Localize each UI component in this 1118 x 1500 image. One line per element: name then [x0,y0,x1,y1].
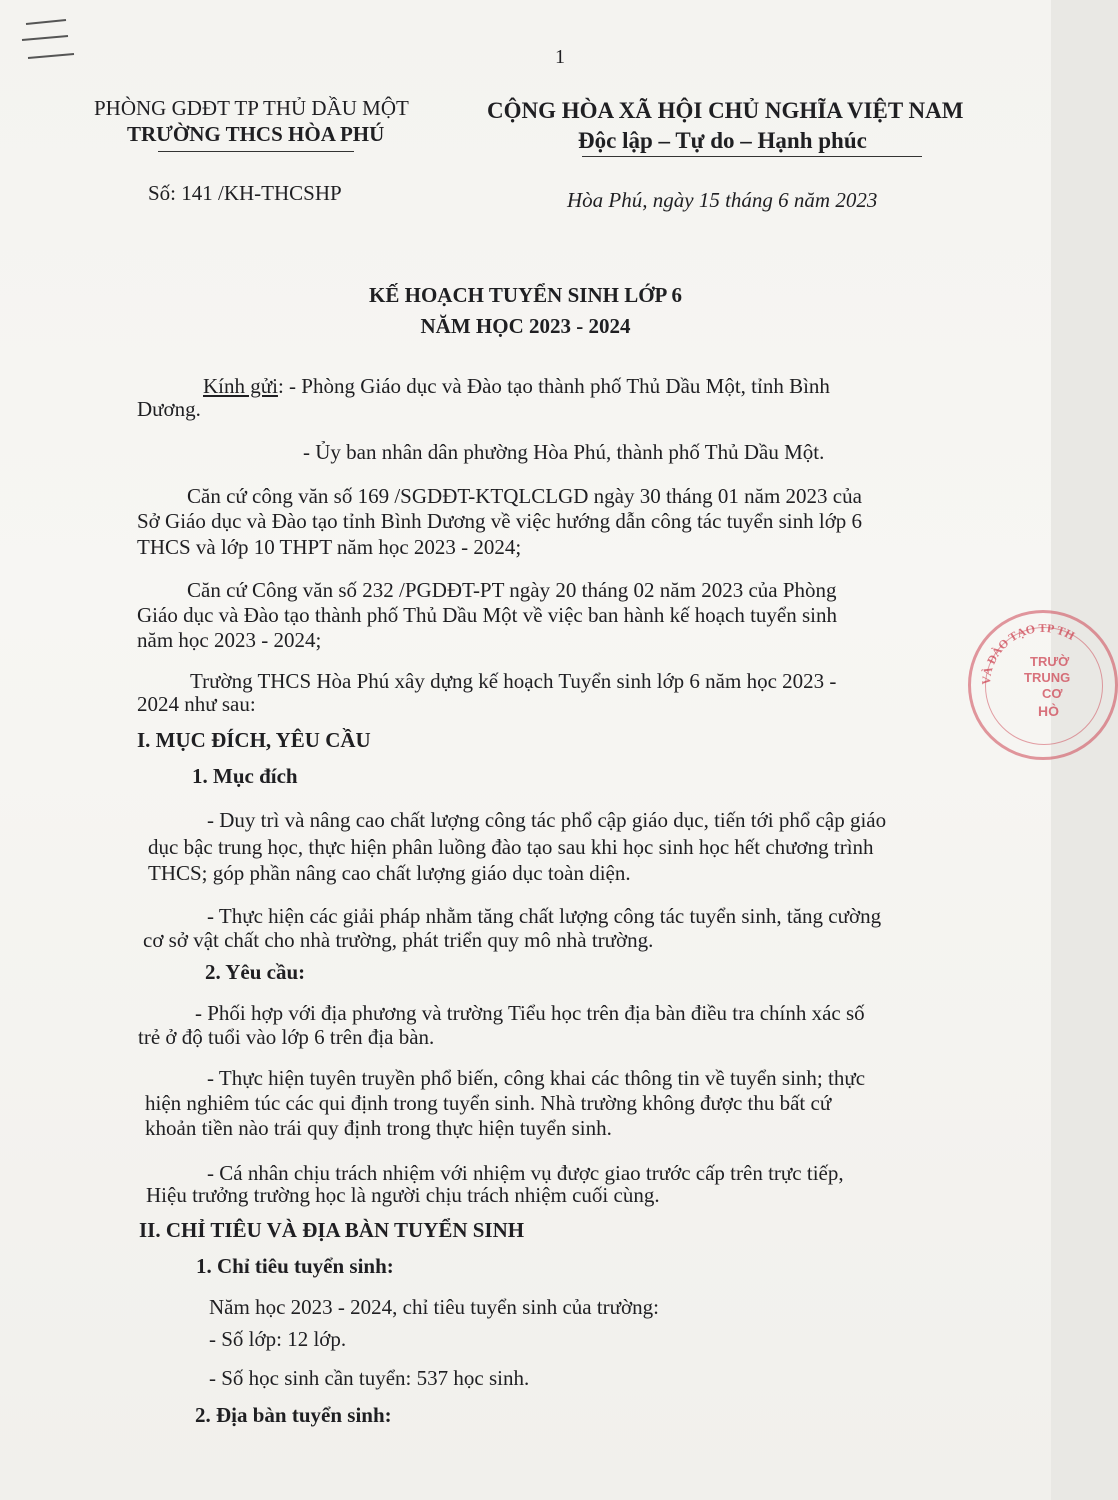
basis-1-line-3: THCS và lớp 10 THPT năm học 2023 - 2024; [137,535,522,559]
recipient-line-1: Kính gửi: - Phòng Giáo dục và Đào tạo thành phố Thủ Dầu Một, tỉnh Bình [203,374,830,398]
section-1-2-heading: 2. Yêu cầu: [205,960,306,984]
requirement-1-line-1: - Phối hợp với địa phương và trường Tiểu học trên địa bàn điều tra chính xác số [195,1001,865,1025]
requirement-2-line-3: khoản tiền nào trái quy định trong thực hiện tuyển sinh. [145,1116,612,1140]
seal-graphic [968,610,1118,760]
requirement-2-line-1: - Thực hiện tuyên truyền phổ biến, công khai các thông tin về tuyển sinh; thực [207,1066,866,1090]
school-name-underline [158,151,354,152]
agency-name: PHÒNG GDĐT TP THỦ DẦU MỘT [94,96,409,120]
quota-classes: - Số lớp: 12 lớp. [209,1327,347,1351]
basis-1-line-1: Căn cứ công văn số 169 /SGDĐT-KTQLCLGD ngày 30 tháng 01 năm 2023 của [187,484,862,508]
basis-1-line-2: Sở Giáo dục và Đào tạo tỉnh Bình Dương về việc hướng dẫn công tác tuyển sinh lớp 6 [137,509,863,533]
requirement-3-line-2: Hiệu trưởng trường học là người chịu trách nhiệm cuối cùng. [146,1183,660,1207]
recipient-line-1-cont: Dương. [137,397,201,421]
requirement-3-line-1: - Cá nhân chịu trách nhiệm với nhiệm vụ được giao trước cấp trên trực tiếp, [207,1161,844,1185]
national-motto: Độc lập – Tự do – Hạnh phúc [578,128,867,153]
document-subtitle: NĂM HỌC 2023 - 2024 [420,314,631,338]
requirement-2-line-2: hiện nghiêm túc các qui định trong tuyển sinh. Nhà trường không được thu bất cứ [145,1091,832,1115]
handwritten-marks [18,14,78,64]
document-title: KẾ HOẠCH TUYỂN SINH LỚP 6 [369,283,682,307]
basis-2-line-3: năm học 2023 - 2024; [137,628,322,652]
section-1-heading: I. MỤC ĐÍCH, YÊU CẦU [137,728,371,752]
seal-line-4: HÒ [1038,703,1059,719]
recipient-line-2: - Ủy ban nhân dân phường Hòa Phú, thành phố Thủ Dầu Một. [303,440,825,464]
section-2-1-heading: 1. Chỉ tiêu tuyển sinh: [196,1254,394,1278]
document-date: Hòa Phú, ngày 15 tháng 6 năm 2023 [567,188,878,212]
school-name: TRƯỜNG THCS HÒA PHÚ [127,122,385,146]
seal-line-2: TRUNG [1024,670,1071,685]
seal-arc-text: VÀ ĐÀO TẠO TP TH [978,620,1077,686]
intro-line-2: 2024 như sau: [137,692,256,716]
kinh-gui-label: Kính gửi [203,374,278,398]
intro-line-1: Trường THCS Hòa Phú xây dựng kế hoạch Tuyển sinh lớp 6 năm học 2023 - [190,669,837,693]
page-number: 1 [555,46,565,68]
basis-2-line-1: Căn cứ Công văn số 232 /PGDĐT-PT ngày 20 tháng 02 năm 2023 của Phòng [187,578,837,602]
national-motto-underline [582,156,922,157]
national-title: CỘNG HÒA XÃ HỘI CHỦ NGHĨA VIỆT NAM [487,98,964,123]
quota-intro: Năm học 2023 - 2024, chỉ tiêu tuyển sinh của trường: [209,1295,659,1319]
purpose-1-line-3: THCS; góp phần nâng cao chất lượng giáo dục toàn diện. [148,861,631,885]
section-2-heading: II. CHỈ TIÊU VÀ ĐỊA BÀN TUYỂN SINH [139,1218,525,1242]
document-number: Số: 141 /KH-THCSHP [148,181,342,205]
seal-line-3: CƠ [1042,686,1063,701]
section-1-1-heading: 1. Mục đích [192,764,298,788]
section-2-2-heading: 2. Địa bàn tuyển sinh: [195,1403,392,1427]
purpose-2-line-2: cơ sở vật chất cho nhà trường, phát triển quy mô nhà trường. [143,928,654,952]
seal-line-1: TRƯỜ [1030,654,1070,669]
school-seal-stamp [968,610,1118,760]
requirement-1-line-2: trẻ ở độ tuổi vào lớp 6 trên địa bàn. [138,1025,435,1049]
purpose-1-line-1: - Duy trì và nâng cao chất lượng công tác phổ cập giáo dục, tiến tới phổ cập giáo [207,808,887,832]
purpose-2-line-1: - Thực hiện các giải pháp nhằm tăng chất lượng công tác tuyển sinh, tăng cường [207,904,882,928]
basis-2-line-2: Giáo dục và Đào tạo thành phố Thủ Dầu Một về việc ban hành kế hoạch tuyển sinh [137,603,838,627]
quota-students: - Số học sinh cần tuyển: 537 học sinh. [209,1366,530,1390]
purpose-1-line-2: dục bậc trung học, thực hiện phân luồng đào tạo sau khi học sinh học hết chương trình [148,835,874,859]
